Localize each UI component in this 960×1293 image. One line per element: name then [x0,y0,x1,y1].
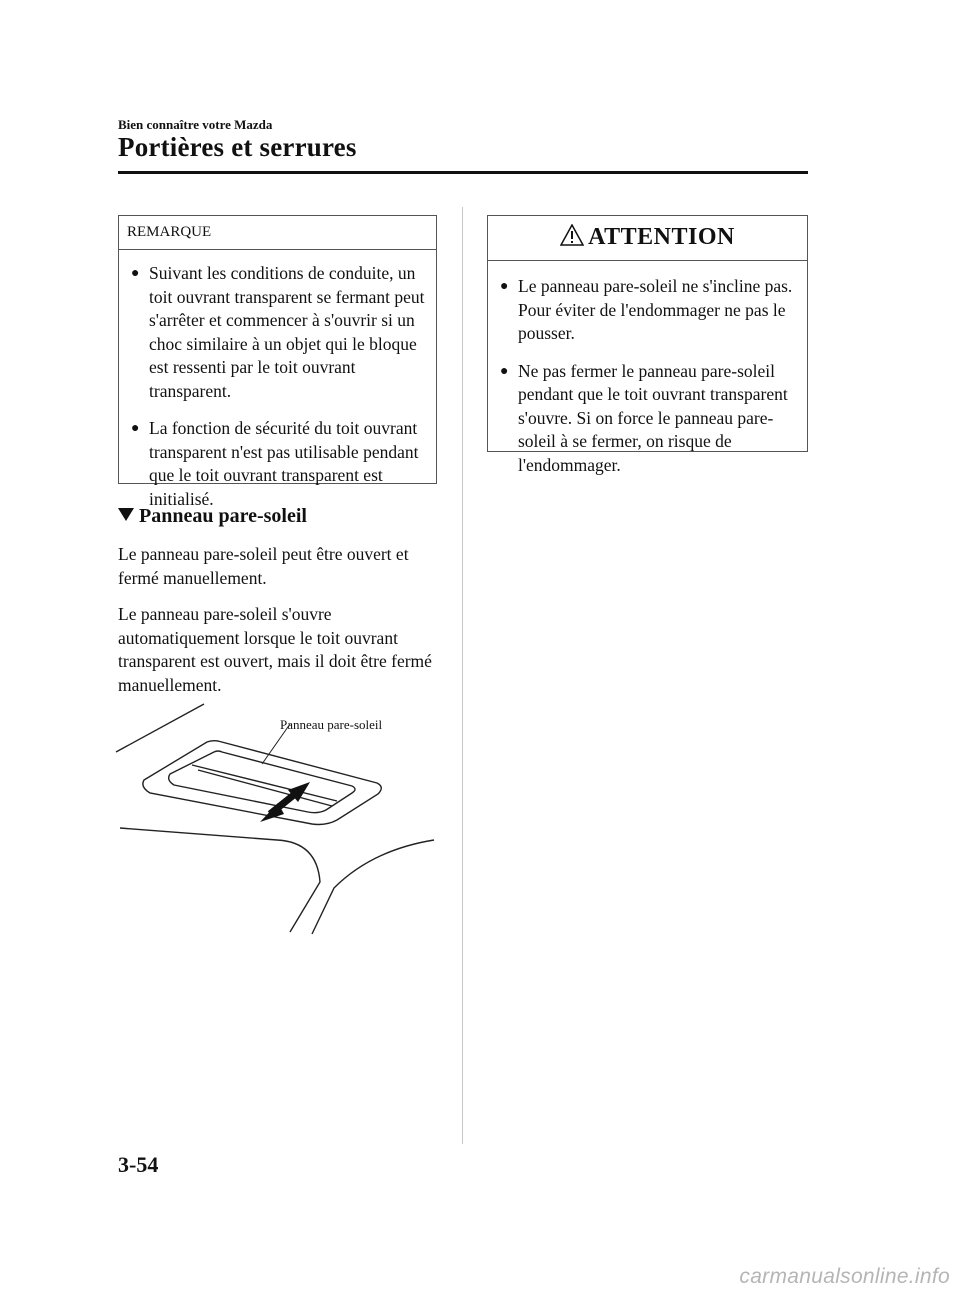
bullet-icon: ● [131,421,140,436]
pillar-line [277,840,320,932]
roof-edge-line [116,704,204,752]
note-list [119,250,436,511]
section-heading-text: Panneau pare-soleil [139,505,307,527]
title-rule [118,171,808,174]
note-heading: REMARQUE [119,216,436,250]
paragraph: Le panneau pare-soleil peut être ouvert et fermé manuellement. [118,544,409,588]
pillar-line [312,840,434,934]
bullet-icon: ● [131,266,140,281]
bullet-icon: ● [500,363,509,379]
attention-list [488,261,807,477]
attention-box [487,215,808,475]
sunshade-groove [192,765,337,801]
attention-item [498,360,801,478]
headliner-edge [120,828,277,840]
sunshade-illustration [112,700,442,940]
watermark: carmanualsonline.info [739,1265,950,1288]
attention-item [498,275,801,346]
chapter-label: Bien connaître votre Mazda [118,117,273,132]
page-title: Portières et serrures [118,132,357,162]
column-divider [462,207,463,1144]
paragraph: Le panneau pare-soleil s'ouvre automatiquement lorsque le toit ouvrant transparent est ouvert, mais il doit être fermé manuellement. [118,604,432,695]
attention-heading [488,216,807,261]
note-item-text: La fonction de sécurité du toit ouvrant transparent n'est pas utilisable pendant que le toit ouvrant transparent est initialisé. [149,418,419,509]
attention-heading-text: ATTENTION [588,224,735,250]
note-item-text: Suivant les conditions de conduite, un toit ouvrant transparent se fermant peut s'arrêter et commencer à s'ouvrir si un choc similaire à un objet qui le bloque est ressenti par le toit ouvrant transparent. [149,263,425,401]
section-heading [118,505,307,528]
attention-item-text: Ne pas fermer le panneau pare-soleil pendant que le toit ouvrant transparent s'ouvre. Si on force le panneau pare-soleil à se fermer, on risque de l'endommager. [518,360,788,475]
bullet-icon: ● [500,279,509,294]
note-item [129,262,430,403]
note-item [129,417,430,511]
page-number: 3-54 [118,1152,159,1177]
attention-item-text: Le panneau pare-soleil ne s'incline pas. Pour éviter de l'endommager ne pas le pousser. [518,276,793,343]
figure-label: Panneau pare-soleil [280,717,383,732]
down-triangle-icon [118,508,134,521]
note-box [118,215,437,509]
warning-triangle-icon [560,224,584,246]
